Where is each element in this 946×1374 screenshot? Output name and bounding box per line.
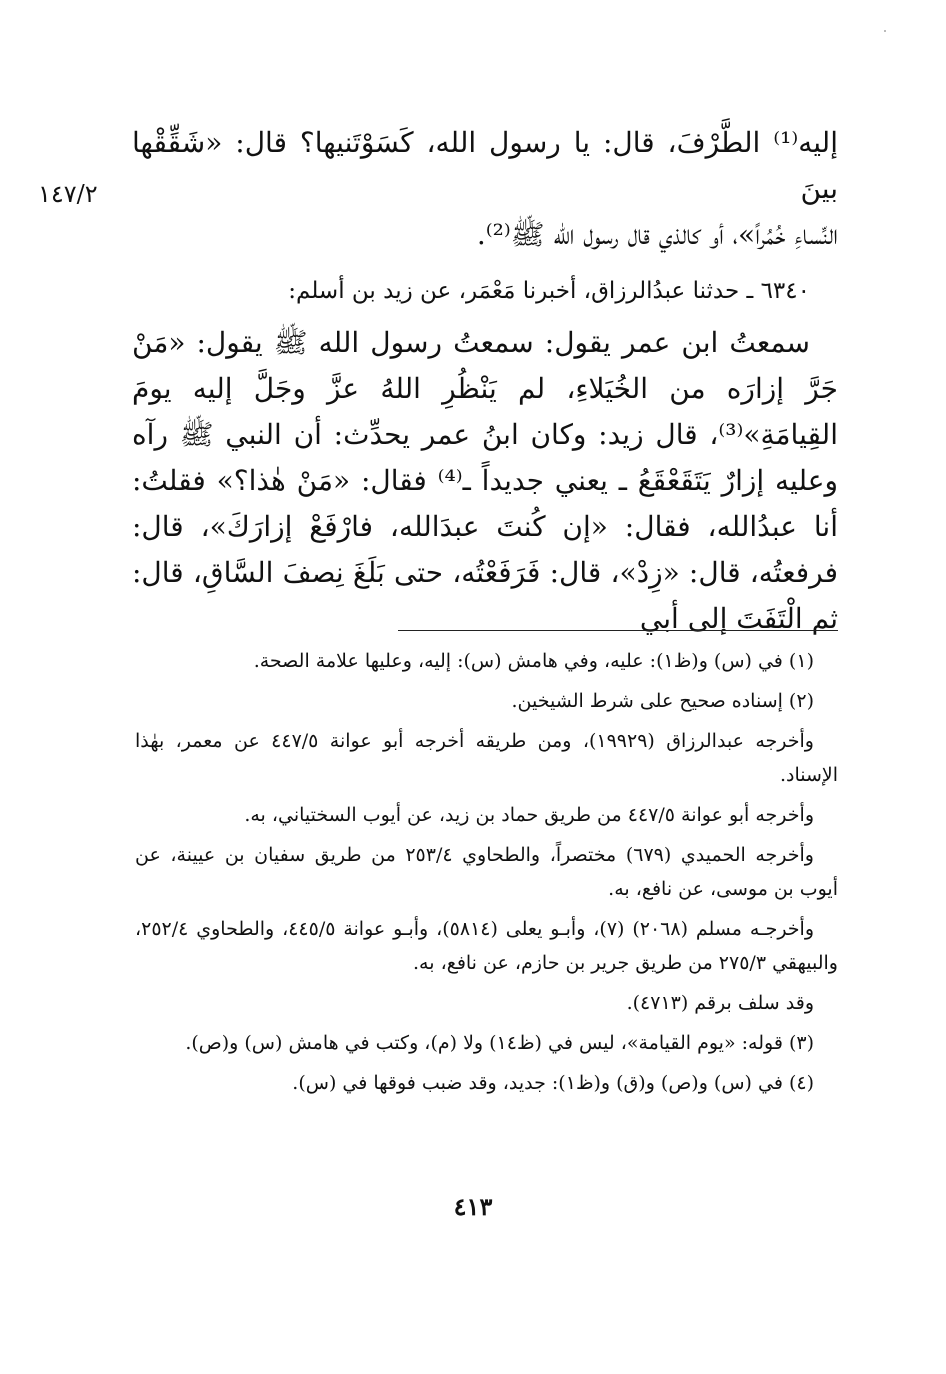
page-number: ٤١٣ <box>453 1192 493 1221</box>
footnote-2-paragraph-4: وأخرجـه مسلم (٢٠٦٨) (٧)، وأبـو يعلى (٥٨١٤)، وأبـو عوانة ٤٤٥/٥، والطحاوي ٢٥٢/٤، والبيهقي ٢٧٥/٣ من طريق جرير بن حازم، عن نافع، به. <box>135 918 838 974</box>
footnote-divider <box>398 630 838 631</box>
footnote-2-paragraph-2: وأخرجه أبو عوانة ٤٤٧/٥ من طريق حماد بن زيد، عن أيوب السختياني، به. <box>244 804 814 826</box>
footnote-2: (٢) إسناده صحيح على شرط الشيخين. <box>511 690 814 712</box>
margin-volume-page-reference: ١٤٧/٢ <box>38 180 98 208</box>
body-line-2: النِّساءِ خُمُراً»، أو كالذي قال رسول الله ﷺ⁽²⁾. <box>476 218 838 251</box>
main-text <box>132 120 838 642</box>
footnote-4: (٤) في (س) و(ص) و(ق) و(ظ١): جديد، وقد ضبب فوقها في (س). <box>292 1072 814 1094</box>
footnotes <box>135 644 838 1106</box>
footnote-1: (١) في (س) و(ظ١): عليه، وفي هامش (س): إليه، وعليها علامة الصحة. <box>253 650 814 672</box>
footnote-2-paragraph-1: وأخرجه عبدالرزاق (١٩٩٢٩)، ومن طريقه أخرجه أبو عوانة ٤٤٧/٥ عن معمر، بهٰذا الإسناد. <box>135 730 838 786</box>
hadith-paragraph: سمعتُ ابن عمر يقول: سمعتُ رسول الله ﷺ يقول: «مَنْ جَرَّ إزارَه من الخُيَلاءِ، لم يَنْظُرِ اللهُ عزَّ وجَلَّ إليه يومَ القِيامَةِ»⁽³⁾، قال زيد: وكان ابنُ عمر يحدِّث: أن النبي ﷺ رآه وعليه إزارٌ يَتَقَعْقَعُ ـ يعني جديداً ـ⁽⁴⁾ فقال: «مَنْ هٰذا؟» فقلتُ: أنا عبدُالله، فقال: «إن كُنتَ عبدَالله، فارْفَعْ إزارَكَ»، قال: فرفعتُه، قال: «زِدْ»، قال: فَرَفَعْتُه، حتى بَلَغَ نِصفَ السَّاقِ، قال: ثم الْتَفَتَ إلى أبي <box>132 326 838 635</box>
scan-speck <box>884 30 886 32</box>
footnote-2-paragraph-3: وأخرجه الحميدي (٦٧٩) مختصراً، والطحاوي ٢٥٣/٤ من طريق سفيان بن عيينة، عن أيوب بن موسى، عن نافع، به. <box>135 844 838 900</box>
hadith-heading: ٦٣٤٠ ـ حدثنا عبدُالرزاق، أخبرنا مَعْمَر، عن زيد بن أسلم: <box>288 278 810 304</box>
body-line-1: إليه⁽¹⁾ الطَّرْفَ، قال: يا رسول الله، كَسَوْتَنيها؟ قال: «شَقِّقْها بينَ <box>132 126 838 205</box>
footnote-3: (٣) قوله: «يوم القيامة»، ليس في (ظ١٤) ولا (م)، وكتب في هامش (س) و(ص). <box>185 1032 814 1054</box>
footnote-2-paragraph-5: وقد سلف برقم (٤٧١٣). <box>626 992 814 1014</box>
